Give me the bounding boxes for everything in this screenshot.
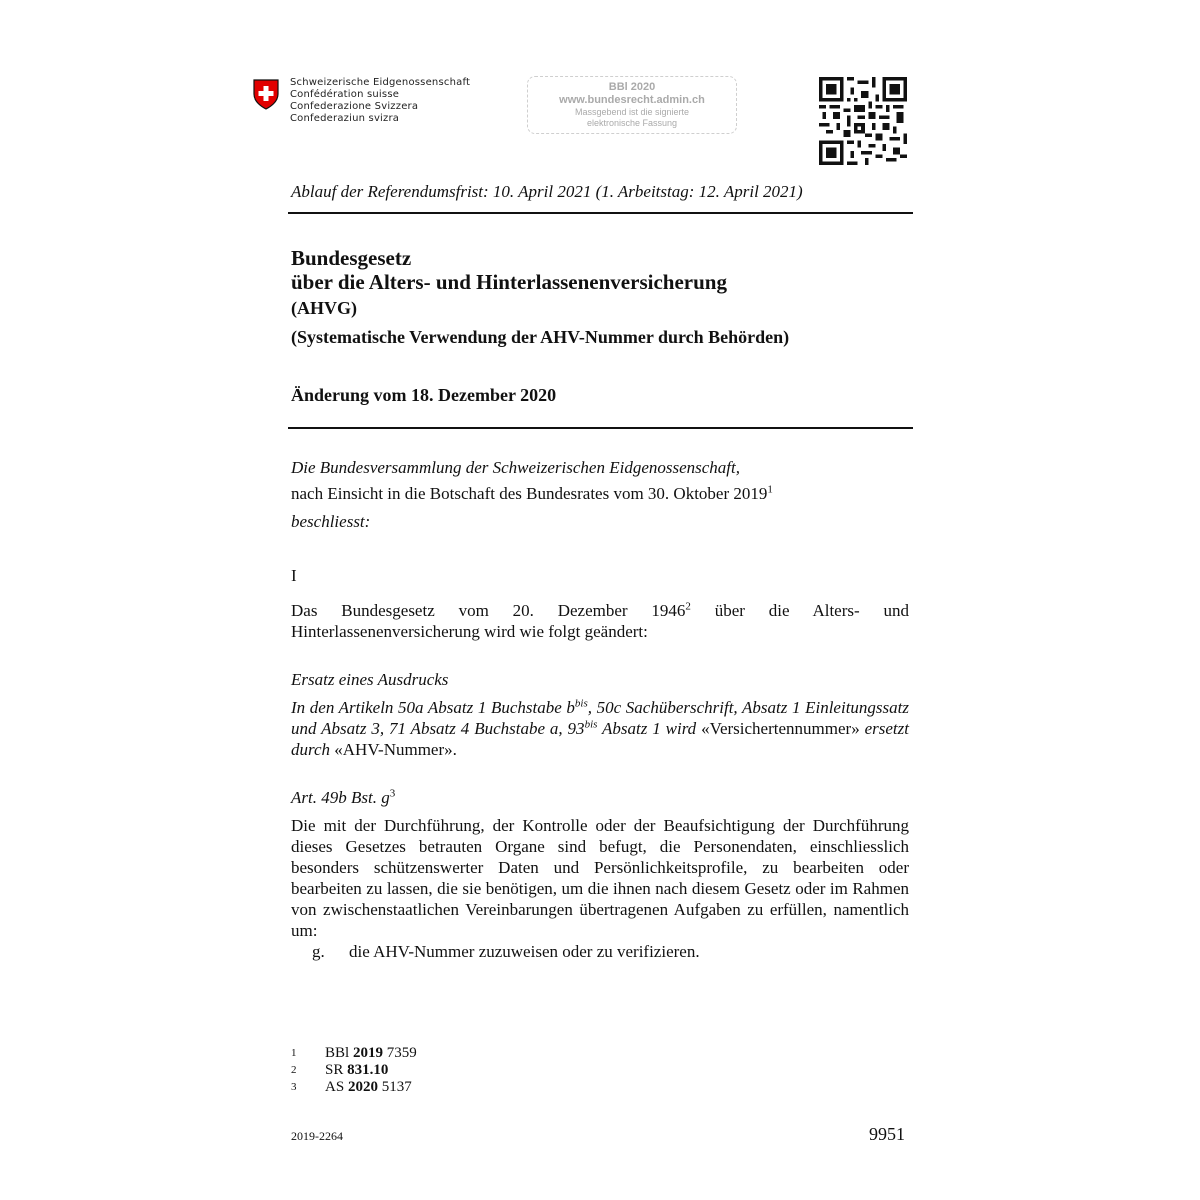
footnote-bold: 2019 [352,1045,383,1061]
confederation-line: Confederazione Svizzera [290,101,419,112]
intro-text: Das Bundesgesetz vom 20. Dezember 1946 [291,601,686,620]
footnote-text: 5137 [377,1079,412,1095]
title-line: Bundesgesetz [291,246,412,270]
footnote-ref: 1 [767,483,773,496]
replace-text: ersetzt durch [291,719,909,759]
swiss-coat-of-arms-icon [252,78,280,110]
title-subject: (Systematische Verwendung der AHV-Nummer durch Behörden) [291,327,790,347]
footnote-text: BBl [325,1045,353,1061]
article-text: Die mit der Durchführung, der Kontrolle oder der Beaufsichtigung der Durchführung dieses Gesetzes betrauten Organe sind befugt, die Personendaten, einschliesslich besonders schützenswerter Daten und Persönlichkeitsprofile, zu bearbeiten oder bearbeiten zu lassen, die sie benötigen, um die ihnen nach diesem Gesetz oder im Rahmen von zwischenstaatlichen Vereinbarungen übertragenen Aufgaben zu erfüllen, namentlich um: [291,816,909,940]
footnote-ref: 2 [685,600,691,613]
replace-text: In den Artikeln 50a Absatz 1 Buchstabe b [291,698,575,717]
replace-text: Absatz 1 wird [597,719,702,738]
superscript: bis [574,697,588,710]
preamble-assembly: Die Bundesversammlung der Schweizerischen Eidgenossenschaft, [291,458,740,477]
title-line: über die Alters- und Hinterlassenenversicherung [291,270,727,294]
footnote-text: 7359 [382,1045,417,1061]
replace-text: , 50c Sachüberschrift, Absatz 1 Einleitungssatz und Absatz 3, 71 Absatz 4 Buchstabe a, 93 [291,698,909,738]
preamble-considering-text: nach Einsicht in die Botschaft des Bundesrates vom 30. Oktober 2019 [291,484,768,503]
confederation-name [290,77,470,125]
footnote-bold: 831.10 [347,1062,389,1078]
footnote-number: 2 [291,1064,297,1076]
article-heading [291,787,909,808]
article-heading-text: Art. 49b Bst. g [291,788,390,807]
stamp-edition: BBl 2020 [608,81,656,93]
title-abbreviation: (AHVG) [291,298,357,318]
intro-paragraph [291,600,909,642]
footnote-number: 1 [291,1047,297,1059]
footnote-text: SR [325,1062,348,1078]
page-title [291,246,727,294]
superscript: bis [584,718,598,731]
footnote-number: 3 [291,1081,297,1093]
intro-text: über die Alters- und Hinterlassenenversicherung wird wie folgt geändert: [291,601,909,641]
referendum-deadline: Ablauf der Referendumsfrist: 10. April 2021 (1. Arbeitstag: 12. April 2021) [291,182,803,201]
stamp-note: elektronische Fassung [586,118,678,128]
list-item-text: die AHV-Nummer zuzuweisen oder zu verifizieren. [349,942,700,961]
footnote [291,1063,388,1078]
signature-stamp [527,76,737,134]
document-number: 2019-2264 [291,1129,343,1143]
stamp-url: www.bundesrecht.admin.ch [559,94,705,106]
divider [288,212,913,214]
footnote-bold: 2020 [347,1079,378,1095]
list-item [312,942,700,962]
replace-paragraph [291,697,909,760]
section-number: I [291,566,297,585]
confederation-line: Confederaziun svizra [290,113,400,124]
replace-term-new: «AHV-Nummer». [334,740,457,759]
confederation-line: Confédération suisse [290,89,400,100]
footnote [291,1046,417,1061]
list-item-letter: g. [312,942,325,961]
amendment-date: Änderung vom 18. Dezember 2020 [291,385,557,405]
preamble-considering [291,484,773,504]
qr-code-icon [819,77,907,165]
divider [288,427,913,429]
replace-heading: Ersatz eines Ausdrucks [291,670,449,689]
confederation-line: Schweizerische Eidgenossenschaft [290,77,471,88]
replace-term-old: «Versichertennummer» [701,719,860,738]
footnote-text: AS [325,1079,348,1095]
stamp-note: Massgebend ist die signierte [574,107,690,117]
page-number: 9951 [869,1124,905,1144]
footnote-ref: 3 [389,787,396,800]
preamble-decides: beschliesst: [291,512,371,531]
footnote [291,1080,412,1095]
